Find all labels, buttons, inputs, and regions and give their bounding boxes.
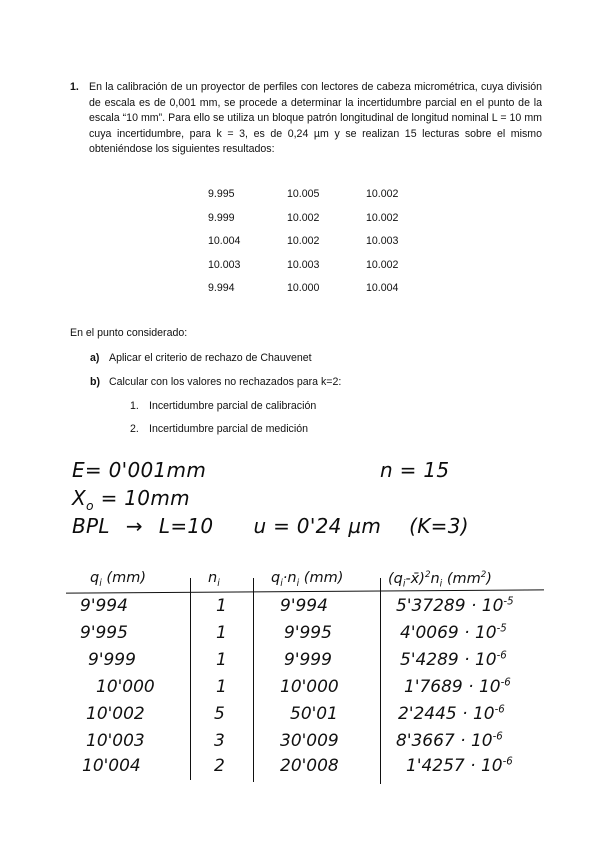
reading-cell: 9.994 (208, 282, 235, 295)
cell-qn: 30'009 (280, 731, 339, 751)
header-q: $q_i$ (mm) (90, 570, 146, 589)
readings-row (208, 188, 445, 212)
hw-sample-count: n = 15 (380, 458, 450, 482)
cell-dev: $5'37289 \cdot 10^{-5}$ (396, 596, 514, 616)
cell-qn: 9'995 (284, 623, 332, 643)
readings-row (208, 259, 445, 283)
reading-cell: 10.002 (287, 235, 320, 248)
readings-row (208, 212, 445, 236)
cell-q: 10'003 (86, 731, 145, 751)
readings-row (208, 235, 445, 259)
considered-point-text: En el punto considerado: (70, 327, 188, 339)
item-label: a) (90, 352, 100, 364)
reading-cell: 10.000 (287, 282, 320, 295)
item-label: b) (90, 376, 100, 388)
problem-statement: En la calibración de un proyector de perfiles con lectores de cabeza micrométrica, cuya división de escala es de 0,001 mm, se procede a determinar la incertidumbre parcial en el punto de la escala “10 mm”. Para ello se utiliza un bloque patrón longitudinal de longitud nominal L = 10 mm cuya incertidumbre, para k = 3, es de 0,24 µm y se realizan 15 lecturas sobre el mismo obteniéndose los siguientes resultados: (89, 81, 542, 156)
reading-cell: 9.995 (208, 188, 235, 200)
cell-qn: 9'994 (280, 596, 328, 616)
cell-q: 9'999 (88, 650, 136, 670)
cell-dev: $8'3667 \cdot 10^{-6}$ (396, 731, 503, 751)
cell-n: 3 (214, 731, 225, 751)
subitem-text: Incertidumbre parcial de calibración (149, 400, 317, 412)
subitem-text: Incertidumbre parcial de medición (149, 423, 308, 435)
cell-dev: $1'7689 \cdot 10^{-6}$ (404, 677, 511, 697)
table-header-rule (66, 589, 544, 593)
cell-n: 1 (216, 677, 227, 697)
hw-coverage-factor: (K=3) (409, 514, 469, 538)
hw-gauge-block (72, 514, 469, 538)
cell-qn: 10'000 (280, 677, 339, 697)
subitem-label: 1. (130, 400, 139, 412)
cell-n: 1 (216, 623, 227, 643)
reading-cell: 10.004 (366, 282, 399, 295)
reading-cell: 10.003 (366, 235, 399, 248)
hw-x-subscript: o (86, 498, 94, 513)
reading-cell: 10.003 (208, 258, 241, 271)
reading-cell: 10.002 (287, 211, 320, 224)
cell-dev: $5'4289 \cdot 10^{-6}$ (400, 650, 507, 670)
readings-row (208, 282, 445, 306)
handwritten-frequency-table (66, 572, 548, 782)
table-row (66, 731, 548, 758)
reading-cell: 10.003 (287, 258, 320, 271)
cell-q: 9'995 (80, 623, 128, 643)
table-row (66, 756, 548, 783)
reading-cell: 10.005 (287, 188, 320, 200)
problem-number: 1. (70, 81, 79, 93)
cell-q: 9'994 (80, 596, 128, 616)
readings-table (208, 188, 445, 306)
cell-dev: $1'4257 \cdot 10^{-6}$ (406, 756, 513, 776)
table-row (66, 704, 548, 731)
header-deviation: $(q_i-x̄)^2n_i$ $(mm^2)$ (388, 570, 492, 590)
table-row (66, 623, 548, 650)
hw-length: L=10 (158, 514, 214, 538)
hw-uncertainty: u = 0'24 µm (253, 514, 382, 538)
item-text: Aplicar el criterio de rechazo de Chauvenet (109, 352, 312, 364)
cell-n: 1 (216, 650, 227, 670)
cell-dev: $2'2445 \cdot 10^{-6}$ (398, 704, 505, 724)
hw-bpl: BPL (72, 514, 110, 538)
hw-x-symbol: X (72, 486, 87, 510)
table-row (66, 677, 548, 704)
header-n: $n_i$ (208, 570, 220, 589)
subitem-2 (130, 423, 308, 435)
reading-cell: 10.002 (366, 211, 399, 224)
problem-1 (70, 80, 542, 158)
subitem-label: 2. (130, 423, 139, 435)
reading-cell: 10.002 (366, 258, 399, 271)
hw-scale-division: E= 0'001mm (72, 458, 207, 482)
hw-nominal-value (72, 486, 190, 513)
cell-qn: 50'01 (290, 704, 338, 724)
reading-cell: 10.004 (208, 235, 241, 248)
item-a (90, 352, 312, 364)
cell-qn: 20'008 (280, 756, 339, 776)
table-row (66, 596, 548, 623)
cell-n: 2 (214, 756, 225, 776)
reading-cell: 9.999 (208, 211, 235, 224)
reading-cell: 10.002 (366, 188, 399, 200)
cell-q: 10'000 (96, 677, 155, 697)
hw-x-value: = 10mm (93, 486, 190, 510)
cell-q: 10'004 (82, 756, 141, 776)
arrow-icon: → (125, 514, 143, 538)
item-b (90, 376, 341, 388)
cell-dev: $4'0069 \cdot 10^{-5}$ (400, 623, 507, 643)
cell-q: 10'002 (86, 704, 145, 724)
subitem-1 (130, 400, 316, 412)
header-qn: $q_i\cdot n_i$ (mm) (271, 570, 344, 589)
cell-qn: 9'999 (284, 650, 332, 670)
table-row (66, 650, 548, 677)
item-text: Calcular con los valores no rechazados para k=2: (109, 376, 342, 388)
cell-n: 1 (216, 596, 227, 616)
cell-n: 5 (214, 704, 225, 724)
